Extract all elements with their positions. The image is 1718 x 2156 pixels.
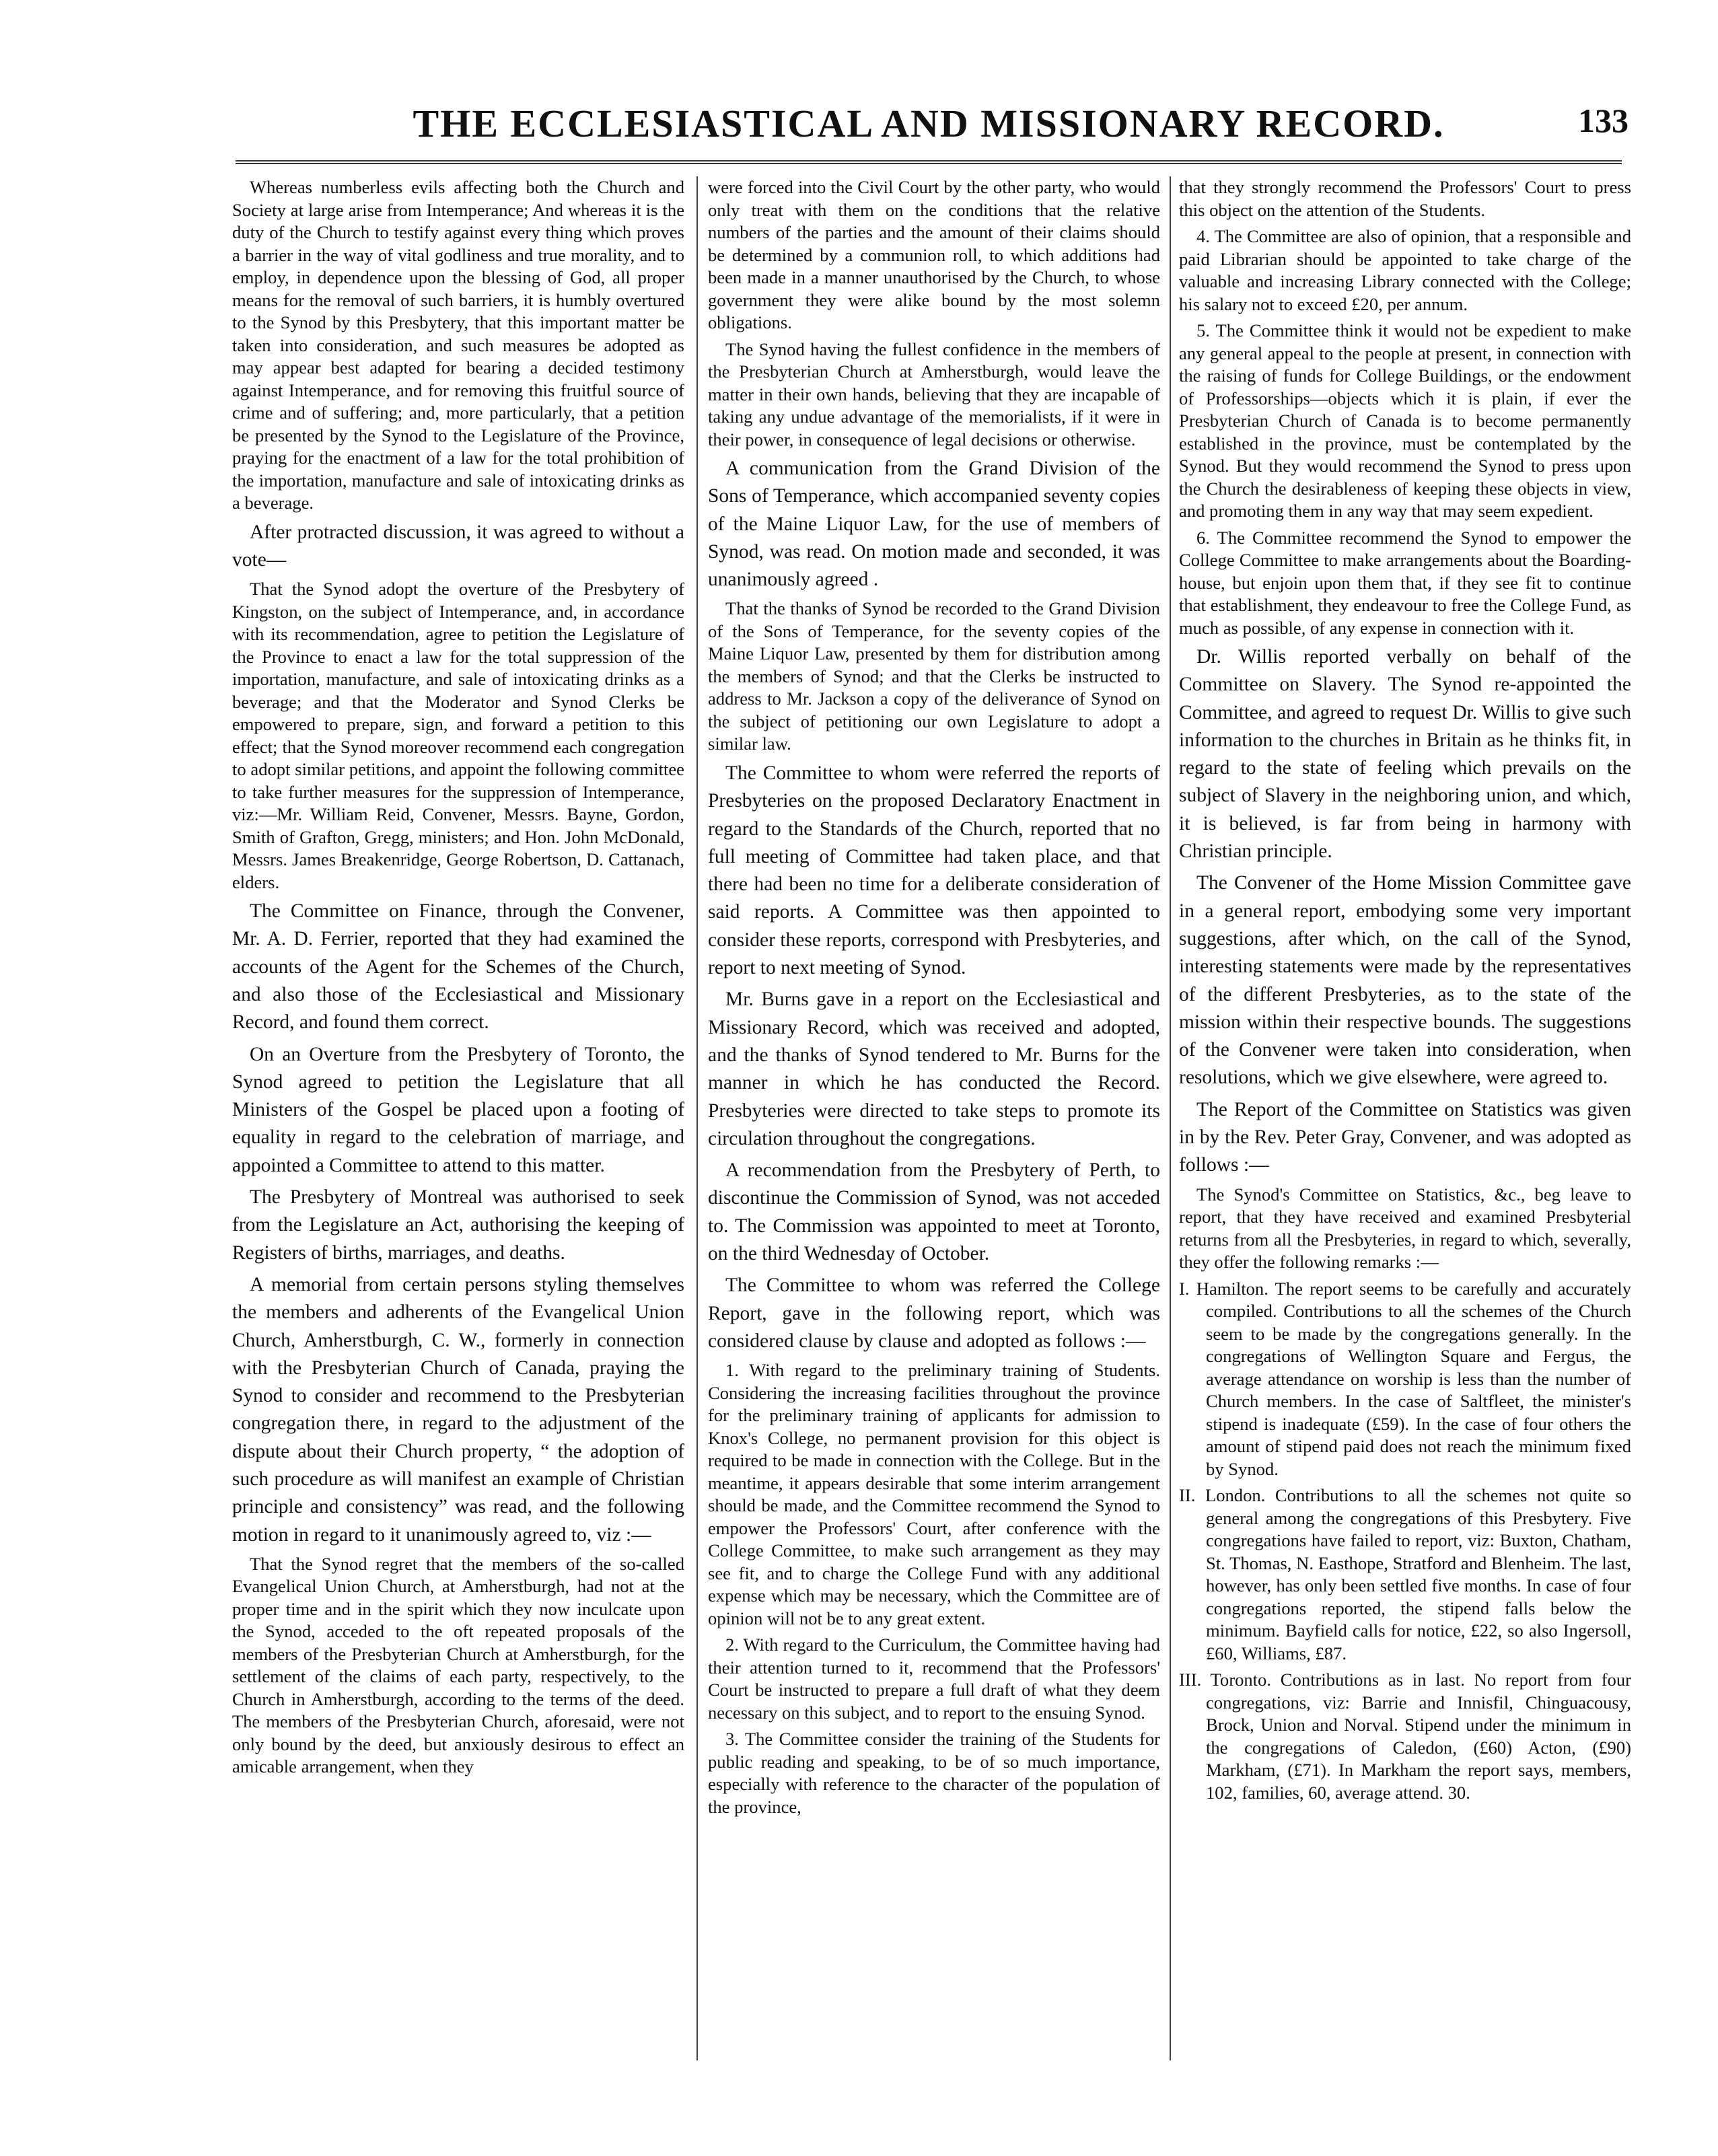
paragraph: That the thanks of Synod be recorded to the Grand Division of the Sons of Temperance, for the seventy copies of the Maine Liquor Law, presented by them for distribution among the members of Synod; and that the Clerks be instructed to address to Mr. Jackson a copy of the deliverance of Synod on the subject of petitioning our own Legislature to adopt a similar law. — [708, 598, 1160, 754]
paragraph: After protracted discussion, it was agreed to without a vote— — [232, 521, 684, 571]
paragraph: that they strongly recommend the Professors' Court to press this object on the attention of the Students. — [1179, 177, 1631, 220]
paragraph: Whereas numberless evils affecting both the Church and Society at large arise from Intemperance; And whereas it is the duty of the Church to testify against every thing which proves a barrier in the way of vital godliness and true morality, and to employ, in dependence upon the blessing of God, all proper means for the removal of such barriers, it is humbly overtured to the Synod by this Presbytery, that this important matter be taken into consideration, and such measures be adopted as may appear best adapted for bearing a decided testimony against Intemperance, and for removing this fruitful source of crime and of suffering; and, more particularly, that a petition be presented by the Synod to the Legislature of the Province, praying for the enactment of a law for the total prohibition of the importation, manufacture and sale of intoxicating drinks as a beverage. — [232, 177, 684, 513]
column-3 — [1179, 176, 1631, 2114]
paragraph: The Committee on Finance, through the Convener, Mr. A. D. Ferrier, reported that they had examined the accounts of the Agent for the Schemes of the Church, and also those of the Ecclesiastical and Missionary Record, and found them correct. — [232, 900, 684, 1034]
paragraph: A memorial from certain persons styling themselves the members and adherents of the Evangelical Union Church, Amherstburgh, C. W., formerly in connection with the Presbyterian Church of Canada, praying the Synod to consider and recommend to the Presbyterian congregation there, in regard to the adjustment of the dispute about their Church property, “ the adoption of such procedure as will manifest an example of Christian principle and consistency” was read, and the following motion in regard to it unanimously agreed to, viz :— — [232, 1273, 684, 1546]
page-title: THE ECCLESIASTICAL AND MISSIONARY RECORD. — [413, 102, 1445, 145]
paragraph: The Synod's Committee on Statistics, &c., beg leave to report, that they have received and examined Presbyterial returns from all the Presbyteries, in regard to which, severally, they offer the following remarks :— — [1179, 1184, 1631, 1272]
paragraph: Mr. Burns gave in a report on the Ecclesiastical and Missionary Record, which was received and adopted, and the thanks of Synod tendered to Mr. Burns for the manner in which he has conducted the Record. Presbyteries were directed to take steps to promote its circulation throughout the congregations. — [708, 989, 1160, 1149]
paragraph: The Convener of the Home Mission Committee gave in a general report, embodying some very important suggestions, after which, on the call of the Synod, interesting statements were made by the representatives of the different Presbyteries, as to the state of the mission within their respective bounds. The suggestions of the Convener were taken into consideration, when resolutions, which we give elsewhere, were agreed to. — [1179, 872, 1631, 1089]
list-item: I. Hamilton. The report seems to be carefully and accurately compiled. Contributions to all the schemes of the Church seem to be made by the congregations generally. In the congregations of Wellington Square and Fergus, the average attendance on worship is less than the number of Church members. In the case of Saltfleet, the minister's stipend is inadequate (£59). In the case of four others the amount of stipend paid does not reach the minimum fixed by Synod. — [1179, 1278, 1631, 1479]
paragraph: 3. The Committee consider the training of the Students for public reading and speaking, to be of so much importance, especially with reference to the character of the population of the province, — [708, 1729, 1160, 1817]
header-rule — [236, 160, 1622, 164]
paragraph: 6. The Committee recommend the Synod to empower the College Committee to make arrangements about the Boarding-house, but enjoin upon them that, if they see fit to continue that establishment, they endeavour to free the College Fund, as much as possible, of any expense in connection with it. — [1179, 527, 1631, 638]
list-item: III. Toronto. Contributions as in last. No report from four congregations, viz: Barrie and Innisfil, Chinguacousy, Brock, Union and Norval. Stipend under the minimum in the congregations of Caledon, (£60) Acton, (£90) Markham, (£71). In Markham the report says, members, 102, families, 60, average attend. 30. — [1179, 1669, 1631, 1803]
page-header — [229, 101, 1628, 155]
column-divider — [696, 176, 698, 2060]
column-divider — [1170, 176, 1171, 2060]
column-2 — [708, 176, 1160, 2114]
paragraph: The Report of the Committee on Statistics was given in by the Rev. Peter Gray, Convener, and was adopted as follows :— — [1179, 1098, 1631, 1176]
paragraph: 4. The Committee are also of opinion, that a responsible and paid Librarian should be appointed to take charge of the valuable and increasing Library connected with the College; his salary not to exceed £20, per annum. — [1179, 226, 1631, 314]
paragraph: A recommendation from the Presbytery of Perth, to discontinue the Commission of Synod, was not acceded to. The Commission was appointed to meet at Toronto, on the third Wednesday of October. — [708, 1159, 1160, 1265]
paragraph: were forced into the Civil Court by the other party, who would only treat with them on the conditions that the relative numbers of the parties and the amount of their claims should be determined by a communion roll, to which additions had been made in a manner unauthorised by the Church, to whose government they were alike bound by the most solemn obligations. — [708, 177, 1160, 332]
paragraph: That the Synod adopt the overture of the Presbytery of Kingston, on the subject of Intemperance, and, in accordance with its recommendation, agree to petition the Legislature of the Province to enact a law for the total suppression of the importation, manufacture, and sale of intoxicating drinks as a beverage; and that the Moderator and Synod Clerks be empowered to prepare, sign, and forward a petition to this effect; that the Synod moreover recommend each congregation to adopt similar petitions, and appoint the following committee to take further measures for the suppression of Intemperance, viz:—Mr. William Reid, Convener, Messrs. Bayne, Gordon, Smith of Grafton, Gregg, ministers; and Hon. John McDonald, Messrs. James Breakenridge, George Robertson, D. Cattanach, elders. — [232, 579, 684, 892]
paragraph: On an Overture from the Presbytery of Toronto, the Synod agreed to petition the Legislature that all Ministers of the Gospel be placed upon a footing of equality in regard to the celebration of marriage, and appointed a Committee to attend to this matter. — [232, 1043, 684, 1176]
paragraph: 2. With regard to the Curriculum, the Committee having had their attention turned to it, recommend that the Professors' Court be instructed to prepare a full draft of what they deem necessary on this subject, and to report to the ensuing Synod. — [708, 1634, 1160, 1723]
paragraph: The Committee to whom were referred the reports of Presbyteries on the proposed Declaratory Enactment in regard to the Standards of the Church, reported that no full meeting of Committee had taken place, and that there had been no time for a deliberate consideration of said reports. A Committee was then appointed to consider these reports, correspond with Presbyteries, and report to next meeting of Synod. — [708, 762, 1160, 979]
paragraph: 1. With regard to the preliminary training of Students. Considering the increasing facilities throughout the province for the preliminary training of applicants for admission to Knox's College, no permanent provision for this object is required to be made in connection with the College. But in the meantime, it appears desirable that some interim arrangement should be made, and the Committee recommend the Synod to empower the Professors' Court, after conference with the College Committee, to make such arrangement as they may see fit, and to charge the College Fund with any additional expense which may be necessary, which the Committee are of opinion will not be to any great extent. — [708, 1360, 1160, 1628]
column-1 — [232, 176, 684, 2114]
page-number: 133 — [1578, 102, 1628, 139]
paragraph: That the Synod regret that the members of the so-called Evangelical Union Church, at Amherstburgh, had not at the proper time and in the spirit which they now inculcate upon the Synod, acceded to the oft repeated proposals of the members of the Presbyterian Church at Amherstburgh, for the settlement of the claims of each party, respectively, to the Church in Amherstburgh, according to the terms of the deed. The members of the Presbyterian Church, aforesaid, were not only bound by the deed, but anxiously desirous to effect an amicable arrangement, when they — [232, 1553, 684, 1777]
paragraph: The Presbytery of Montreal was authorised to seek from the Legislature an Act, authorising the keeping of Registers of births, marriages, and deaths. — [232, 1186, 684, 1264]
paragraph: The Committee to whom was referred the College Report, gave in the following report, which was considered clause by clause and adopted as follows :— — [708, 1274, 1160, 1352]
paragraph: A communication from the Grand Division of the Sons of Temperance, which accompanied seventy copies of the Maine Liquor Law, for the use of members of Synod, was read. On motion made and seconded, it was unanimously agreed . — [708, 458, 1160, 591]
paragraph: Dr. Willis reported verbally on behalf of the Committee on Slavery. The Synod re-appointed the Committee, and agreed to request Dr. Willis to give such information to the churches in Britain as he thinks fit, in regard to the state of feeling which prevails on the subject of Slavery in the neighboring union, and which, it is believed, is far from being in harmony with Christian principle. — [1179, 646, 1631, 863]
paragraph: The Synod having the fullest confidence in the members of the Presbyterian Church at Amherstburgh, would leave the matter in their own hands, believing that they are incapable of taking any undue advantage of the memorialists, if it were in their power, in consequence of legal decisions or otherwise. — [708, 338, 1160, 450]
paragraph: 5. The Committee think it would not be expedient to make any general appeal to the people at present, in connection with the raising of funds for College Buildings, or the endowment of Professorships—objects which it is plain, if ever the Presbyterian Church of Canada is to become permanently established in the province, must be contemplated by the Synod. But they would recommend the Synod to press upon the Church the desirableness of keeping these objects in view, and promoting them in any way that may seem expedient. — [1179, 320, 1631, 521]
list-item: II. London. Contributions to all the schemes not quite so general among the congregations of this Presbytery. Five congregations have failed to report, viz: Buxton, Chatham, St. Thomas, N. Easthope, Stratford and Blenheim. The last, however, has only been settled five months. In case of four congregations reported, the stipend falls below the minimum. Bayfield calls for notice, £22, so also Ingersoll, £60, Williams, £87. — [1179, 1485, 1631, 1663]
